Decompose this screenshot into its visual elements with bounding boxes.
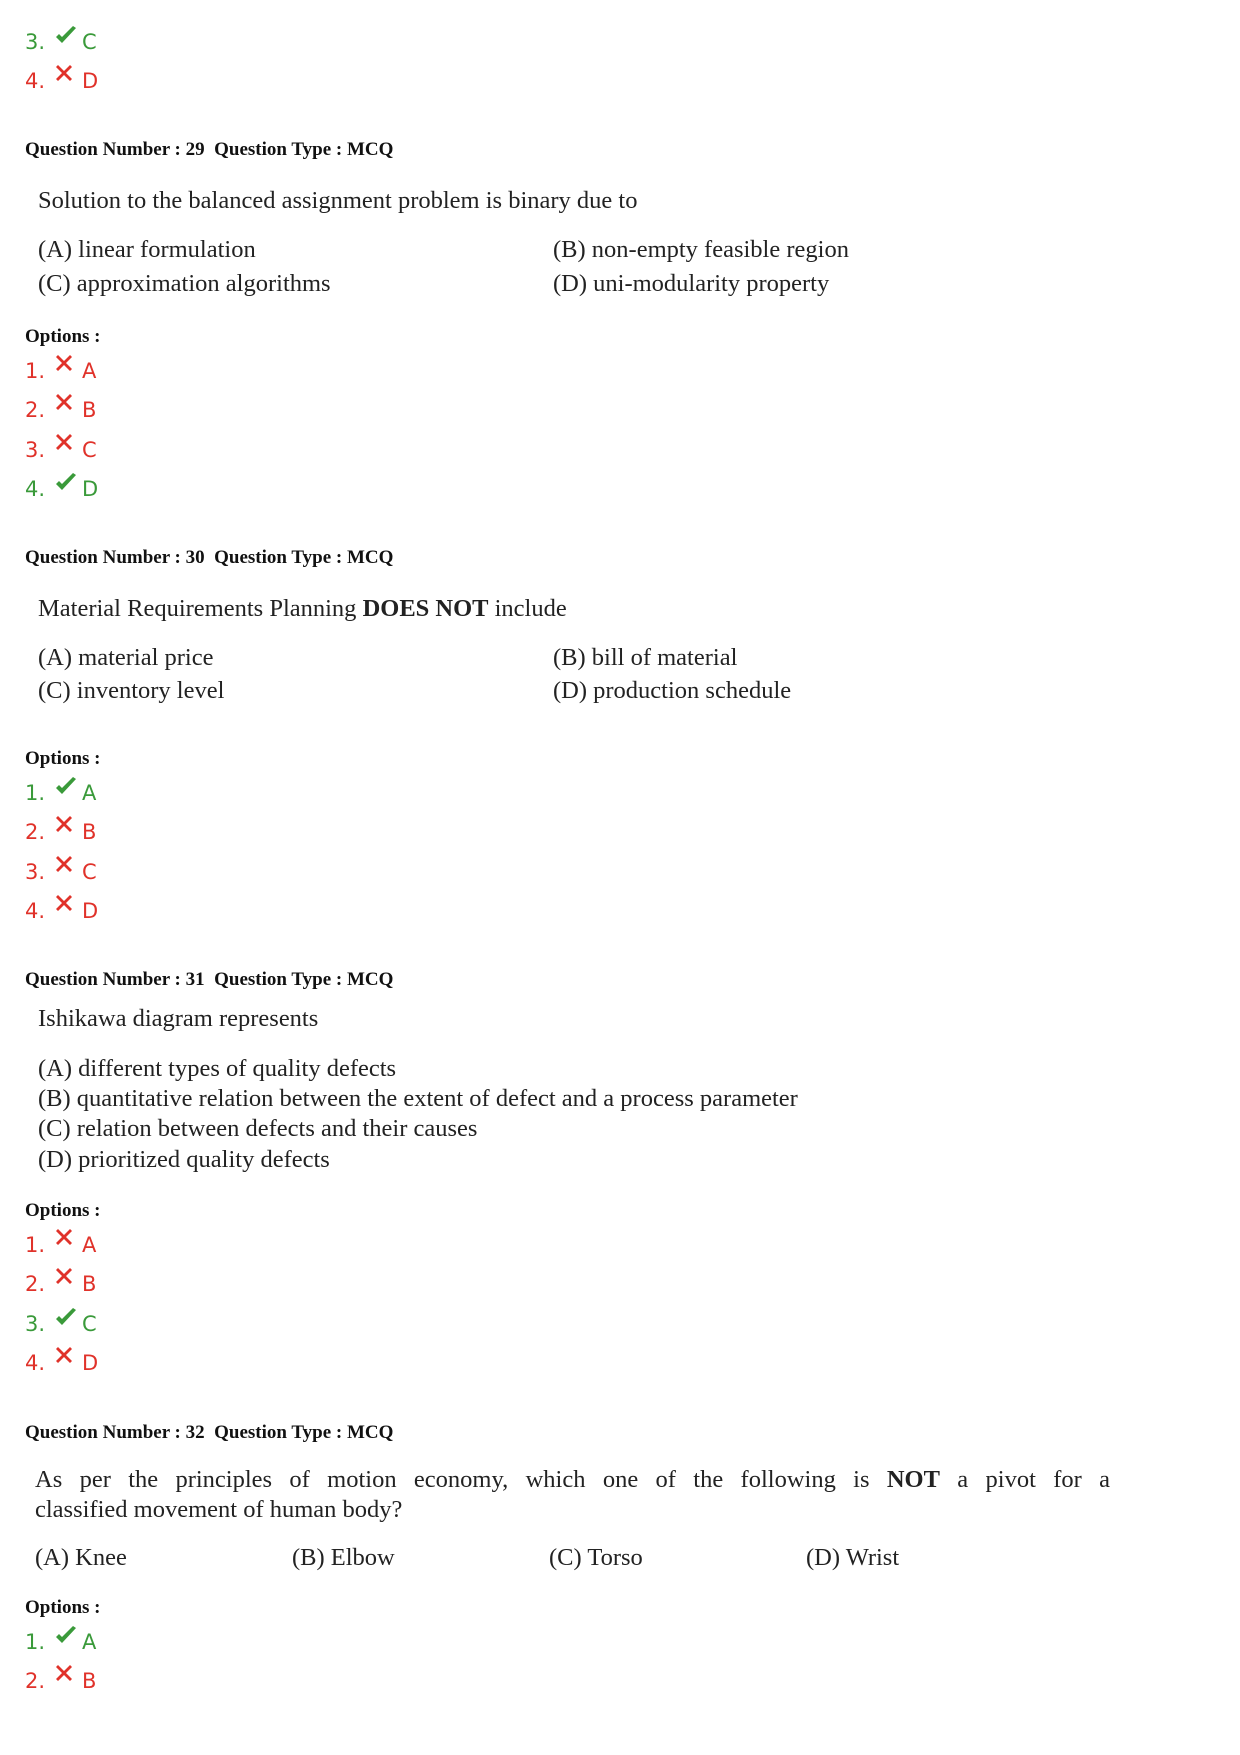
option-number: 1. (25, 1233, 46, 1257)
cross-icon (54, 1266, 74, 1291)
choice-d: (D) Wrist (806, 1544, 900, 1571)
check-icon (54, 471, 78, 500)
choice-c: (C) relation between defects and their causes (38, 1115, 478, 1142)
option-number: 2. (25, 820, 46, 844)
options-label: Options : (25, 326, 101, 347)
choice-d: (D) prioritized quality defects (38, 1146, 330, 1173)
option-number: 1. (25, 1630, 46, 1654)
cross-icon (54, 392, 74, 417)
check-icon (54, 1624, 78, 1653)
option-number: 1. (25, 359, 46, 383)
cross-icon (54, 854, 74, 879)
question-text-line2: classified movement of human body? (35, 1496, 403, 1523)
option-letter: A (82, 1630, 97, 1654)
option-number: 3. (25, 30, 46, 54)
option-letter: C (82, 438, 97, 462)
choice-a: (A) different types of quality defects (38, 1055, 397, 1082)
cross-icon (54, 1345, 74, 1370)
option-number: 3. (25, 438, 46, 462)
option-letter: C (82, 860, 97, 884)
option-letter: D (82, 1351, 99, 1375)
option-letter: B (82, 1272, 97, 1296)
question-header: Question Number : 29 Question Type : MCQ (25, 139, 394, 160)
option-number: 1. (25, 781, 46, 805)
option-number: 4. (25, 1351, 46, 1375)
option-letter: B (82, 1669, 97, 1693)
option-number: 2. (25, 1669, 46, 1693)
cross-icon (54, 353, 74, 378)
cross-icon (54, 432, 74, 457)
choice-b: (B) quantitative relation between the extent of defect and a process parameter (38, 1085, 798, 1112)
question-header: Question Number : 31 Question Type : MCQ (25, 969, 394, 990)
option-letter: B (82, 398, 97, 422)
question-text: As per the principles of motion economy, which one of the following is NOT a pivot for a (35, 1466, 1110, 1493)
choice-a: (A) material price (38, 644, 214, 671)
question-text: Ishikawa diagram represents (38, 1005, 319, 1032)
options-label: Options : (25, 748, 101, 769)
option-letter: D (82, 477, 99, 501)
question-header: Question Number : 30 Question Type : MCQ (25, 547, 394, 568)
check-icon (54, 1306, 78, 1335)
choice-d: (D) uni-modularity property (553, 270, 830, 297)
option-number: 3. (25, 860, 46, 884)
option-number: 4. (25, 477, 46, 501)
option-letter: B (82, 820, 97, 844)
question-header: Question Number : 32 Question Type : MCQ (25, 1422, 394, 1443)
option-letter: D (82, 899, 99, 923)
cross-icon (54, 63, 74, 88)
option-number: 2. (25, 398, 46, 422)
cross-icon (54, 1227, 74, 1252)
option-letter: A (82, 359, 97, 383)
option-number: 4. (25, 899, 46, 923)
choice-d: (D) production schedule (553, 677, 792, 704)
question-text: Solution to the balanced assignment problem is binary due to (38, 187, 638, 214)
cross-icon (54, 893, 74, 918)
choice-c: (C) inventory level (38, 677, 225, 704)
choice-a: (A) Knee (35, 1544, 127, 1571)
cross-icon (54, 1663, 74, 1688)
option-letter: A (82, 781, 97, 805)
choice-c: (C) Torso (549, 1544, 643, 1571)
options-label: Options : (25, 1200, 101, 1221)
choice-a: (A) linear formulation (38, 236, 256, 263)
option-letter: C (82, 30, 97, 54)
choice-b: (B) bill of material (553, 644, 738, 671)
check-icon (54, 24, 78, 53)
choice-c: (C) approximation algorithms (38, 270, 331, 297)
choice-b: (B) Elbow (292, 1544, 395, 1571)
option-letter: D (82, 69, 99, 93)
option-number: 4. (25, 69, 46, 93)
option-letter: A (82, 1233, 97, 1257)
option-number: 3. (25, 1312, 46, 1336)
cross-icon (54, 814, 74, 839)
option-letter: C (82, 1312, 97, 1336)
question-text: Material Requirements Planning DOES NOT include (38, 595, 567, 622)
check-icon (54, 775, 78, 804)
choice-b: (B) non-empty feasible region (553, 236, 849, 263)
option-number: 2. (25, 1272, 46, 1296)
options-label: Options : (25, 1597, 101, 1618)
